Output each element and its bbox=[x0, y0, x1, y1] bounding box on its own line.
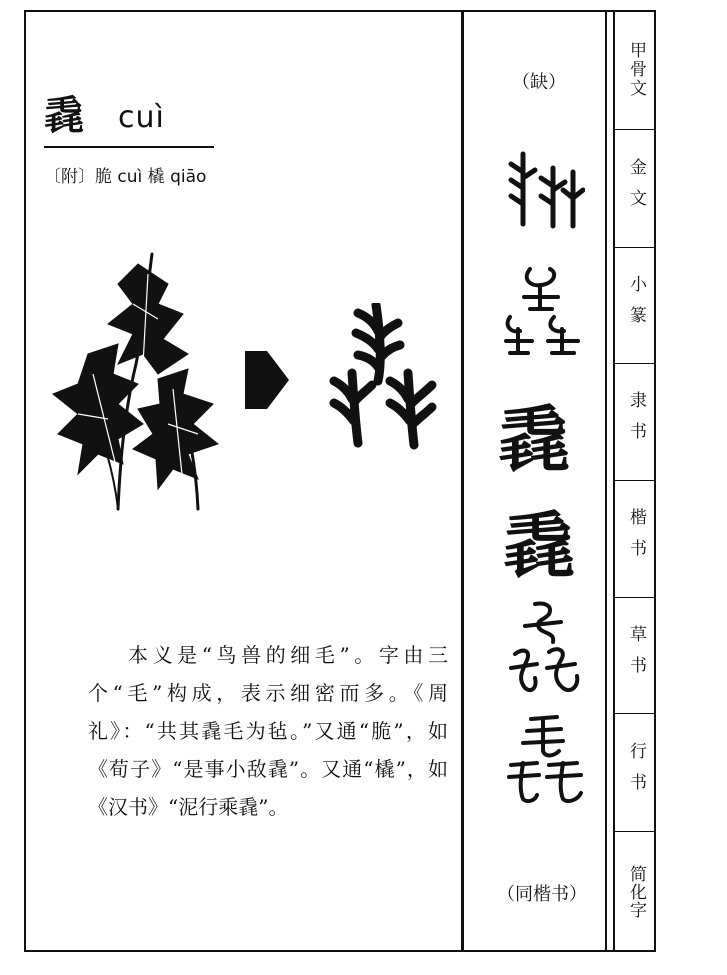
explanation-paragraph: 本义是“鸟兽的细毛”。字由三个“毛”构成，表示细密而多。《周礼》：“共其毳毛为毡。”又通“脆”，如《荀子》“是事小敌毳”。又通“橇”，如《汉书》“泥行乘毳”。 bbox=[88, 643, 448, 819]
side-label-text: 小篆 bbox=[626, 274, 646, 337]
oracle-missing-note: （缺） bbox=[512, 72, 566, 93]
side-label-text: 行书 bbox=[626, 741, 646, 804]
arrow-right-icon bbox=[243, 345, 291, 415]
headword-pinyin: cuì bbox=[118, 100, 165, 135]
running-glyph bbox=[505, 715, 585, 805]
side-label-running bbox=[615, 714, 656, 832]
annex-pinyin1: cuì bbox=[117, 167, 143, 187]
fur-illustration bbox=[48, 244, 228, 514]
side-label-cursive bbox=[615, 598, 656, 714]
clerical-glyph: 毳 bbox=[498, 397, 571, 482]
side-label-clerical bbox=[615, 364, 656, 481]
oracle-glyph-large bbox=[328, 303, 438, 453]
side-label-oracle bbox=[615, 10, 656, 130]
column-divider bbox=[461, 10, 464, 952]
side-label-simplified bbox=[615, 832, 656, 952]
side-label-text: 金文 bbox=[626, 157, 646, 220]
side-column-divider bbox=[605, 10, 615, 952]
side-label-text: 甲骨文 bbox=[626, 41, 646, 98]
side-label-text: 隶书 bbox=[626, 391, 646, 453]
annex-prefix: 〔附〕 bbox=[44, 167, 95, 187]
side-label-text: 简化字 bbox=[626, 865, 646, 919]
seal-glyph bbox=[500, 265, 585, 360]
side-label-seal bbox=[615, 248, 656, 364]
headword-underline bbox=[44, 146, 214, 148]
regular-glyph: 毳 bbox=[503, 503, 576, 588]
headword-character: 毳 bbox=[44, 92, 84, 139]
annex-pinyin2: qiāo bbox=[170, 167, 207, 187]
side-label-text: 草书 bbox=[626, 624, 646, 687]
annex-char2: 橇 bbox=[142, 167, 171, 187]
side-label-regular bbox=[615, 481, 656, 598]
annex-char1: 脆 bbox=[95, 167, 118, 187]
side-label-bronze bbox=[615, 130, 656, 248]
annex-line bbox=[44, 162, 206, 187]
side-label-text: 楷书 bbox=[626, 508, 646, 570]
same-as-regular-note: （同楷书） bbox=[497, 884, 587, 905]
cursive-glyph bbox=[505, 598, 585, 698]
bronze-glyph bbox=[505, 150, 585, 230]
